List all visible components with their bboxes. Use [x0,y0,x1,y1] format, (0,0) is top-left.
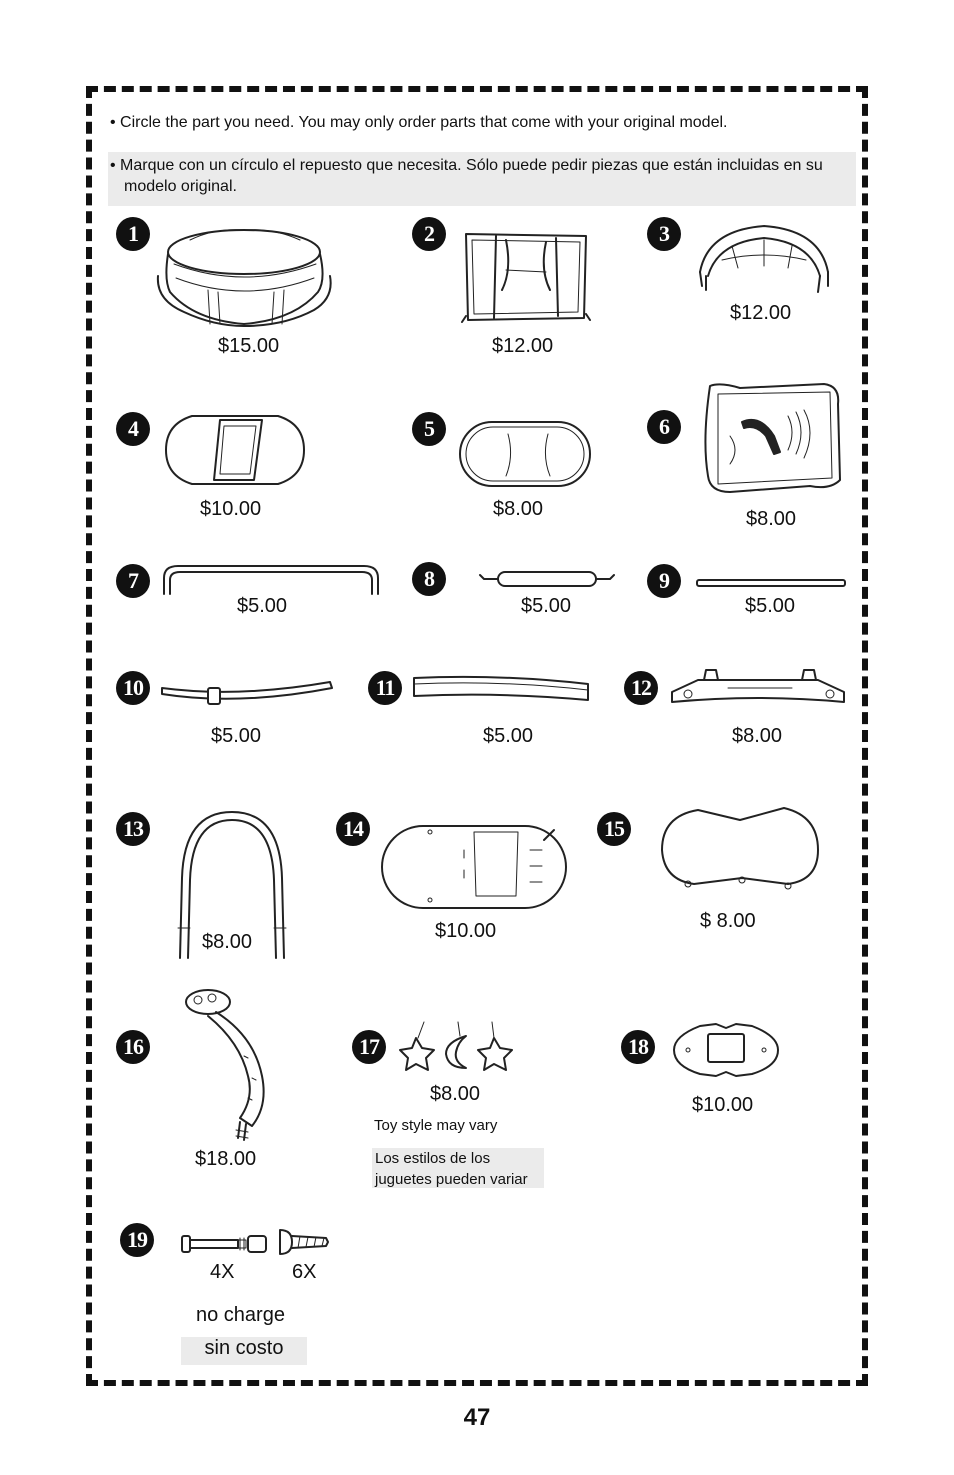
part-price: $18.00 [195,1148,257,1170]
part-price: $5.00 [521,595,572,617]
part-price: $8.00 [430,1083,481,1105]
rod-illustration[interactable] [694,576,848,590]
bassinet-base-illustration[interactable] [380,820,568,914]
part-number-badge: 19 [120,1223,154,1257]
part-price: $8.00 [746,508,797,530]
u-bar-illustration[interactable] [160,562,382,598]
part-number-badge: 16 [116,1030,150,1064]
part-price: $10.00 [435,920,497,942]
part-price: $8.00 [493,498,544,520]
bolt-quantity: 4X [210,1261,235,1283]
part-number-badge: 18 [621,1030,655,1064]
part-number-badge: 13 [116,812,150,846]
screw-illustration[interactable] [276,1226,332,1258]
curved-tube-illustration[interactable] [158,678,338,710]
part-number-badge: 14 [336,812,370,846]
canopy-illustration[interactable] [692,220,834,302]
hanging-toys-illustration[interactable] [396,1018,520,1074]
side-rail-illustration[interactable] [410,672,594,706]
part-number-badge: 4 [116,412,150,446]
no-charge-label-spanish: sin costo [181,1337,307,1365]
part-price: $8.00 [202,931,253,953]
part-number-badge: 15 [597,812,631,846]
fabric-cover-illustration[interactable] [462,230,590,324]
part-number-badge: 8 [412,562,446,596]
part-price: $12.00 [492,335,554,357]
screw-quantity: 6X [292,1261,317,1283]
part-number-badge: 5 [412,412,446,446]
part-price: $12.00 [730,302,792,324]
part-number-badge: 7 [116,564,150,598]
part-price: $5.00 [237,595,288,617]
part-price: $8.00 [732,725,783,747]
base-bracket-illustration[interactable] [668,664,850,710]
part-number-badge: 9 [647,564,681,598]
bolt-illustration[interactable] [180,1232,270,1256]
part-price: $5.00 [211,725,262,747]
mattress-pad-illustration[interactable] [162,412,308,488]
instruction-spanish: • Marque con un círculo el repuesto que necesita. Sólo puede pedir piezas que están incluidas en su modelo original. [108,152,856,206]
part-number-badge: 12 [624,671,658,705]
base-plate-illustration[interactable] [670,1020,782,1080]
tube-bar-illustration[interactable] [478,568,618,590]
part-price: $10.00 [200,498,262,520]
no-charge-label: no charge [196,1304,285,1326]
part-number-badge: 3 [647,217,681,251]
page-number: 47 [463,1404,491,1431]
part-number-badge: 17 [352,1030,386,1064]
part-number-badge: 11 [368,671,402,705]
part-price: $ 8.00 [700,910,756,932]
part-number-badge: 2 [412,217,446,251]
bassinet-pad-illustration[interactable] [700,380,844,496]
part-price: $5.00 [745,595,796,617]
part-number-badge: 1 [116,217,150,251]
toy-style-note-spanish: Los estilos de los juguetes pueden variar [372,1148,544,1188]
bassinet-liner-illustration[interactable] [154,220,336,328]
instruction-english: • Circle the part you need. You may only order parts that come with your original model. [110,114,728,131]
part-number-badge: 10 [116,671,150,705]
part-number-badge: 6 [647,410,681,444]
oval-frame-illustration[interactable] [658,800,824,894]
part-price: $15.00 [218,335,280,357]
mattress-illustration[interactable] [458,420,594,490]
toy-style-note-english: Toy style may vary [374,1117,498,1134]
part-price: $10.00 [692,1094,754,1116]
toy-bar-illustration[interactable] [182,986,274,1146]
part-price: $5.00 [483,725,534,747]
